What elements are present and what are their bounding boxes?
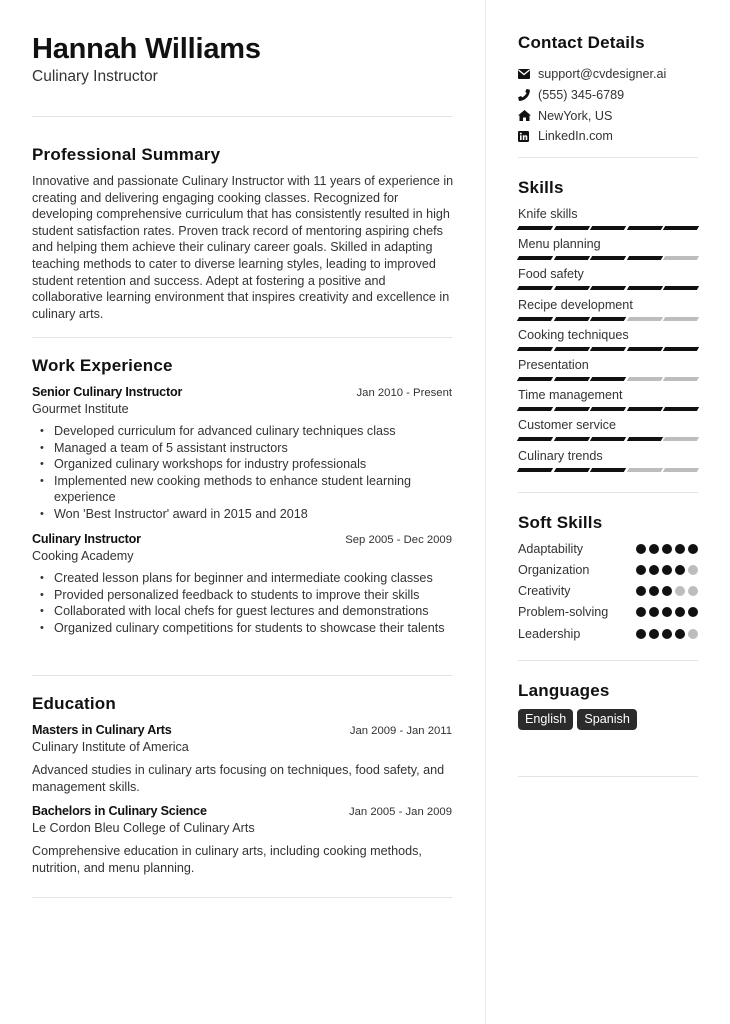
contact-text: LinkedIn.com: [538, 129, 613, 144]
rating-segment: [663, 377, 699, 381]
header-divider: [32, 116, 452, 117]
skill-name: Knife skills: [518, 207, 578, 221]
rating-segment: [663, 347, 699, 351]
soft-skill-item: [518, 602, 698, 623]
job-organization: Gourmet Institute: [32, 402, 129, 416]
soft-skill-item: [518, 559, 698, 580]
rating-segment: [590, 437, 626, 441]
job-bullet: • Organized culinary competitions for students to showcase their talents: [32, 620, 452, 637]
rating-segment: [553, 317, 589, 321]
soft-skill-item: [518, 623, 698, 644]
contact-location: [518, 105, 666, 126]
job-bullet: • Won 'Best Instructor' award in 2015 and 2018: [32, 506, 452, 523]
rating-dot: [688, 586, 698, 596]
rating-dot: [636, 607, 646, 617]
soft-skill-rating: [636, 544, 698, 554]
linkedin-icon: [518, 129, 538, 143]
skill-name: Cooking techniques: [518, 327, 629, 342]
rating-segment: [663, 286, 699, 290]
rating-segment: [663, 437, 699, 441]
skill-rating-bar: [518, 407, 698, 411]
rating-dot: [675, 586, 685, 596]
rating-segment: [553, 377, 589, 381]
skill-name: Culinary trends: [518, 448, 603, 463]
rating-segment: [517, 437, 553, 441]
job-bullets: [32, 570, 452, 636]
rating-dot: [675, 629, 685, 639]
rating-segment: [517, 347, 553, 351]
rating-dot: [636, 565, 646, 575]
soft-skill-name: Problem-solving: [518, 605, 609, 620]
rating-segment: [627, 286, 663, 290]
candidate-name: Hannah Williams: [32, 33, 261, 65]
education-dates: Jan 2009 - Jan 2011: [349, 725, 452, 737]
rating-segment: [517, 377, 553, 381]
skill-item: [518, 417, 698, 441]
rating-segment: [553, 226, 589, 230]
skill-rating-bar: [518, 377, 698, 381]
job-title: Senior Culinary Instructor: [32, 385, 183, 399]
contact-linkedin[interactable]: [518, 126, 666, 147]
soft-skill-name: Leadership: [518, 626, 581, 641]
rating-segment: [627, 317, 663, 321]
rating-segment: [553, 407, 589, 411]
rating-segment: [663, 256, 699, 260]
school-name: Le Cordon Bleu College of Culinary Arts: [32, 821, 255, 835]
rating-segment: [663, 407, 699, 411]
rating-dot: [649, 544, 659, 554]
phone-icon: [518, 88, 538, 102]
experience-divider: [32, 675, 452, 676]
rating-segment: [517, 407, 553, 411]
skill-item: [518, 448, 698, 472]
job-dates: Sep 2005 - Dec 2009: [345, 534, 452, 546]
summary-divider: [32, 337, 452, 338]
soft-skill-rating: [636, 629, 698, 639]
rating-segment: [590, 286, 626, 290]
rating-segment: [553, 468, 589, 472]
contact-email[interactable]: [518, 64, 666, 85]
job-entry: [32, 384, 452, 523]
skill-rating-bar: [518, 286, 698, 290]
rating-dot: [662, 607, 672, 617]
skill-item: [518, 357, 698, 381]
education-description: Comprehensive education in culinary arts, including cooking methods, nutrition, and menu planning.: [32, 844, 422, 875]
rating-segment: [553, 437, 589, 441]
column-divider: [485, 0, 486, 1024]
skill-item: [518, 236, 698, 260]
rating-dot: [675, 544, 685, 554]
language-badge: Spanish: [577, 709, 637, 730]
skill-item: [518, 387, 698, 411]
rating-dot: [636, 629, 646, 639]
job-bullet: • Collaborated with local chefs for guest lectures and demonstrations: [32, 603, 452, 620]
job-entry: [32, 531, 452, 636]
soft-skills-divider: [518, 660, 698, 661]
rating-segment: [590, 256, 626, 260]
soft-skill-name: Organization: [518, 562, 590, 577]
summary-title: Professional Summary: [32, 145, 221, 164]
job-organization: Cooking Academy: [32, 549, 134, 563]
skill-item: [518, 297, 698, 321]
skill-name: Presentation: [518, 358, 589, 372]
skill-rating-bar: [518, 437, 698, 441]
job-bullet: • Created lesson plans for beginner and intermediate cooking classes: [32, 570, 452, 587]
job-dates: Jan 2010 - Present: [356, 387, 452, 399]
contact-title: Contact Details: [518, 33, 645, 52]
skills-title: Skills: [518, 178, 564, 197]
rating-dot: [649, 607, 659, 617]
rating-dot: [662, 629, 672, 639]
job-bullet: • Provided personalized feedback to students to improve their skills: [32, 587, 452, 604]
summary-text: Innovative and passionate Culinary Instructor with 11 years of experience in creating and delivering engaging cooking classes. Recognized for developing comprehensive curriculum that has consistently resulted in high student satisfaction rates. Proven track record of mentoring aspiring chefs and helping them achieve their culinary career goals. Skilled in adapting teaching methods to cater to diverse learning styles, leading to improved student retention and success. Adept at fostering a positive and collaborative learning environment that inspires creativity and excellence in culinary arts.: [32, 174, 454, 321]
skill-name: Time management: [518, 388, 623, 403]
job-bullet: • Developed curriculum for advanced culinary techniques class: [32, 423, 452, 440]
contact-text: support@cvdesigner.ai: [538, 67, 667, 82]
rating-dot: [675, 607, 685, 617]
skill-item: [518, 206, 698, 230]
rating-segment: [627, 256, 663, 260]
rating-segment: [517, 468, 553, 472]
rating-segment: [663, 317, 699, 321]
skill-name: Menu planning: [518, 237, 601, 252]
degree-title: Masters in Culinary Arts: [32, 723, 172, 737]
contact-text: (555) 345-6789: [538, 88, 625, 103]
rating-segment: [627, 347, 663, 351]
languages-list: [518, 709, 637, 730]
rating-segment: [590, 407, 626, 411]
soft-skill-item: [518, 538, 698, 559]
rating-segment: [590, 377, 626, 381]
rating-dot: [649, 629, 659, 639]
rating-segment: [517, 226, 553, 230]
rating-segment: [517, 317, 553, 321]
soft-skill-name: Creativity: [518, 584, 571, 599]
education-divider: [32, 897, 452, 898]
school-name: Culinary Institute of America: [32, 740, 189, 754]
soft-skill-rating: [636, 607, 698, 617]
rating-segment: [553, 286, 589, 290]
rating-segment: [553, 256, 589, 260]
soft-skill-rating: [636, 586, 698, 596]
skill-item: [518, 327, 698, 351]
rating-segment: [590, 226, 626, 230]
rating-segment: [590, 317, 626, 321]
degree-title: Bachelors in Culinary Science: [32, 804, 207, 818]
rating-segment: [627, 468, 663, 472]
skill-item: [518, 266, 698, 290]
contact-list: [518, 64, 666, 147]
job-bullet: • Implemented new cooking methods to enhance student learning experience: [32, 473, 452, 506]
skill-name: Recipe development: [518, 297, 633, 312]
job-bullet: • Managed a team of 5 assistant instructors: [32, 440, 452, 457]
rating-dot: [662, 544, 672, 554]
soft-skills-title: Soft Skills: [518, 513, 603, 532]
rating-dot: [636, 544, 646, 554]
rating-segment: [663, 468, 699, 472]
job-title: Culinary Instructor: [32, 532, 141, 546]
rating-segment: [590, 468, 626, 472]
soft-skill-name: Adaptability: [518, 541, 584, 556]
skill-rating-bar: [518, 468, 698, 472]
languages-divider: [518, 776, 698, 777]
skill-rating-bar: [518, 347, 698, 351]
home-icon: [518, 109, 538, 123]
skill-rating-bar: [518, 256, 698, 260]
skills-divider: [518, 492, 698, 493]
rating-dot: [688, 629, 698, 639]
soft-skill-item: [518, 581, 698, 602]
contact-divider: [518, 157, 698, 158]
rating-segment: [663, 226, 699, 230]
education-entry: [32, 803, 452, 876]
rating-dot: [688, 607, 698, 617]
rating-dot: [636, 586, 646, 596]
rating-dot: [688, 565, 698, 575]
education-entry: [32, 722, 452, 795]
education-description: Advanced studies in culinary arts focusing on techniques, food safety, and management skills.: [32, 763, 445, 794]
job-bullet: • Organized culinary workshops for industry professionals: [32, 456, 452, 473]
skill-name: Food safety: [518, 267, 584, 282]
rating-segment: [517, 256, 553, 260]
languages-title: Languages: [518, 681, 610, 700]
skill-rating-bar: [518, 226, 698, 230]
rating-dot: [649, 586, 659, 596]
candidate-role: Culinary Instructor: [32, 68, 158, 85]
skill-rating-bar: [518, 317, 698, 321]
rating-dot: [662, 565, 672, 575]
rating-segment: [517, 286, 553, 290]
contact-phone[interactable]: [518, 85, 666, 106]
soft-skill-rating: [636, 565, 698, 575]
education-dates: Jan 2005 - Jan 2009: [348, 806, 452, 818]
rating-segment: [553, 347, 589, 351]
rating-dot: [662, 586, 672, 596]
rating-dot: [675, 565, 685, 575]
rating-dot: [649, 565, 659, 575]
language-badge: English: [518, 709, 573, 730]
contact-text: NewYork, US: [538, 108, 613, 123]
skill-name: Customer service: [518, 418, 616, 433]
rating-segment: [627, 407, 663, 411]
education-title: Education: [32, 694, 116, 713]
envelope-icon: [518, 67, 538, 81]
rating-dot: [688, 544, 698, 554]
rating-segment: [627, 226, 663, 230]
rating-segment: [590, 347, 626, 351]
rating-segment: [627, 377, 663, 381]
job-bullets: [32, 423, 452, 523]
rating-segment: [627, 437, 663, 441]
experience-title: Work Experience: [32, 356, 173, 375]
